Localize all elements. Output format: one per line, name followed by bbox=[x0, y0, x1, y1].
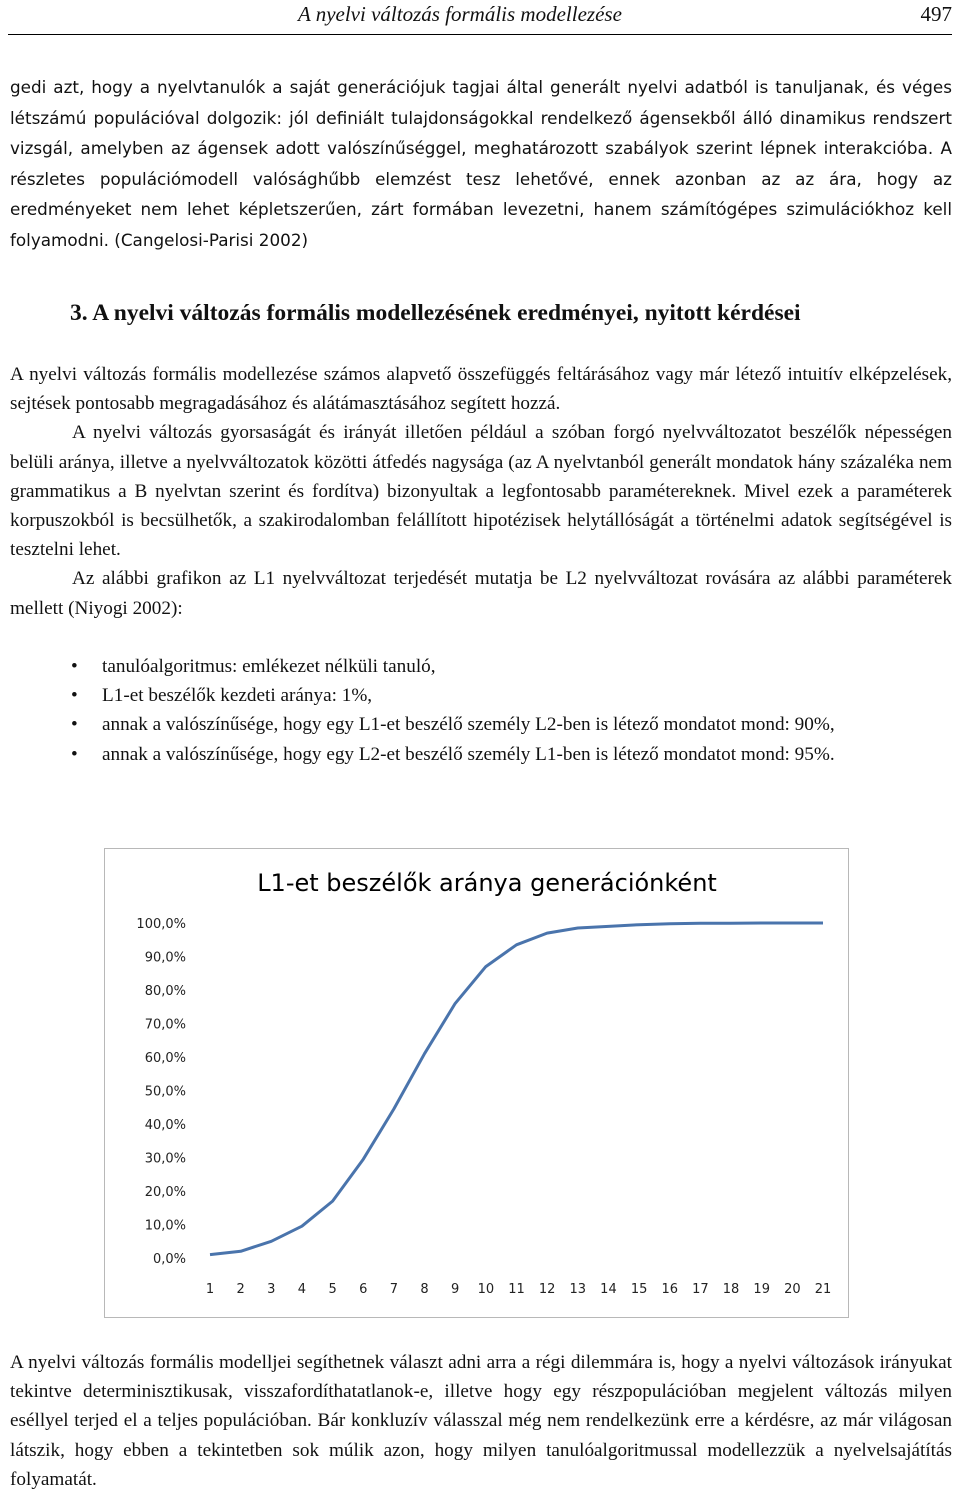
y-axis-ticks bbox=[136, 917, 186, 1267]
bullet-icon: • bbox=[71, 714, 78, 736]
x-tick-label: 17 bbox=[692, 1282, 709, 1297]
x-tick-label: 10 bbox=[477, 1282, 495, 1297]
y-tick-label: 40,0% bbox=[144, 1118, 186, 1133]
x-tick-label: 7 bbox=[389, 1282, 399, 1297]
chart-title: L1-et beszélők aránya generációnként bbox=[257, 869, 717, 897]
x-tick-label: 18 bbox=[722, 1282, 740, 1297]
x-tick-label: 19 bbox=[753, 1282, 770, 1297]
x-tick-label: 3 bbox=[267, 1282, 276, 1297]
x-tick-label: 1 bbox=[205, 1282, 215, 1297]
x-axis-ticks bbox=[206, 1282, 831, 1297]
list-item-text: L1-et beszélők kezdeti aránya: 1%, bbox=[102, 685, 373, 707]
y-tick-label: 10,0% bbox=[144, 1218, 186, 1234]
list-item-text: annak a valószínűsége, hogy egy L1-et beszélő személy L2-ben is létező mondatot mond: 90%, bbox=[102, 714, 835, 736]
y-tick-label: 80,0% bbox=[144, 984, 186, 999]
x-tick-label: 8 bbox=[420, 1282, 429, 1297]
bullet-icon: • bbox=[71, 656, 78, 677]
section-paragraph-3: Az alábbi grafikon az L1 nyelvváltozat terjedését mutatja be L2 nyelvváltozat rovására az alábbi paraméterek mellett (Niyogi 2002): bbox=[10, 568, 952, 619]
x-tick-label: 6 bbox=[359, 1282, 368, 1297]
bullet-icon: • bbox=[71, 743, 78, 765]
y-tick-label: 60,0% bbox=[144, 1051, 186, 1066]
line-chart bbox=[105, 849, 850, 1319]
x-tick-label: 15 bbox=[630, 1282, 648, 1297]
list-item-text: tanulóalgoritmus: emlékezet nélküli tanuló, bbox=[102, 656, 436, 677]
list-item bbox=[10, 740, 952, 769]
parameter-list bbox=[10, 652, 952, 769]
x-tick-label: 16 bbox=[661, 1282, 679, 1297]
x-tick-label: 21 bbox=[814, 1282, 832, 1297]
list-item-text: annak a valószínűsége, hogy egy L2-et beszélő személy L1-ben is létező mondatot mond: 95%. bbox=[102, 743, 835, 765]
x-tick-label: 20 bbox=[784, 1282, 801, 1297]
x-tick-label: 2 bbox=[236, 1282, 245, 1297]
y-tick-label: 0,0% bbox=[152, 1252, 186, 1267]
section-body bbox=[10, 360, 952, 623]
intro-paragraph-block bbox=[10, 72, 952, 255]
chart-frame bbox=[104, 848, 849, 1318]
y-tick-label: 30,0% bbox=[144, 1151, 186, 1167]
x-tick-label: 12 bbox=[538, 1282, 556, 1297]
intro-paragraph: gedi azt, hogy a nyelvtanulók a saját generációjuk tagjai által generált nyelvi adatból is tanuljanak, és véges létszámú populációval dolgozik: jól definiált tulajdonságokkal rendelkező ágensekből álló dinamikus rendszert vizsgál, amelyben az ágensek adott valószínűséggel, meghatározott szabályok szerint lépnek interakcióba. A részletes populációmodell valósághűbb elemzést tesz lehetővé, ennek azonban az az ára, hogy az eredményeket nem lehet képletszerűen, zárt formában levezetni, hanem számítógépes szimulációkhoz kell folyamodni. (Cangelosi-Parisi 2002) bbox=[10, 77, 952, 250]
closing-paragraph: A nyelvi változás formális modelljei segíthetnek választ adni arra a régi dilemmára is, hogy a nyelvi változások irányukat tekintve determinisztikusak, visszafordíthatatlanok-e, illetve hogy egy részpopulációban megjelent változás milyen eséllyel terjed el a teljes populációban. Bár konkluzív válasszal még nem rendelkezünk erre a kérdésre, az már világosan látszik, hogy ebben a tekintetben sok múlik azon, hogy milyen tanulóalgoritmussal modellezzük a nyelvelsajátítás folyamatát. bbox=[10, 1352, 952, 1490]
running-header bbox=[8, 0, 952, 35]
y-tick-label: 90,0% bbox=[144, 950, 186, 966]
x-tick-label: 9 bbox=[451, 1282, 460, 1297]
y-tick-label: 70,0% bbox=[144, 1017, 186, 1033]
y-tick-label: 50,0% bbox=[144, 1084, 186, 1100]
section-paragraph-2: A nyelvi változás gyorsaságát és irányát illetően például a szóban forgó nyelvváltozatot beszélők népességen belüli aránya, illetve a nyelvváltozatok közötti átfedés nagysága (az A nyelvtanból generált mondatok hány százaléka nem grammatikus a B nyelvtan szerint és fordítva) bizonyultak a legfontosabb paramétereknek. Mivel ezek a paraméterek korpuszokból is becsülhetők, a szakirodalomban felállított hipotézisek helytállóságát a történelmi adatok segítségével is tesztelni lehet. bbox=[10, 422, 952, 561]
x-tick-label: 4 bbox=[297, 1282, 307, 1297]
y-tick-label: 100,0% bbox=[136, 917, 186, 932]
list-item bbox=[10, 681, 952, 710]
running-title: A nyelvi változás formális modellezése bbox=[298, 2, 622, 26]
x-tick-label: 5 bbox=[328, 1282, 337, 1297]
bullet-icon: • bbox=[71, 685, 78, 707]
section-paragraph-1: A nyelvi változás formális modellezése számos alapvető összefüggés feltárásához vagy már létező intuitív elképzelések, sejtések pontosabb megragadásához és alátámasztásához segített hozzá. bbox=[10, 364, 952, 415]
x-tick-label: 13 bbox=[569, 1282, 587, 1297]
list-item bbox=[10, 652, 952, 681]
page-number: 497 bbox=[920, 2, 952, 26]
series-line bbox=[210, 923, 823, 1255]
y-tick-label: 20,0% bbox=[144, 1185, 186, 1200]
x-tick-label: 14 bbox=[600, 1282, 617, 1297]
list-item bbox=[10, 710, 952, 739]
x-tick-label: 11 bbox=[508, 1282, 525, 1297]
section-heading: 3. A nyelvi változás formális modellezésének eredményei, nyitott kérdései bbox=[70, 300, 801, 326]
